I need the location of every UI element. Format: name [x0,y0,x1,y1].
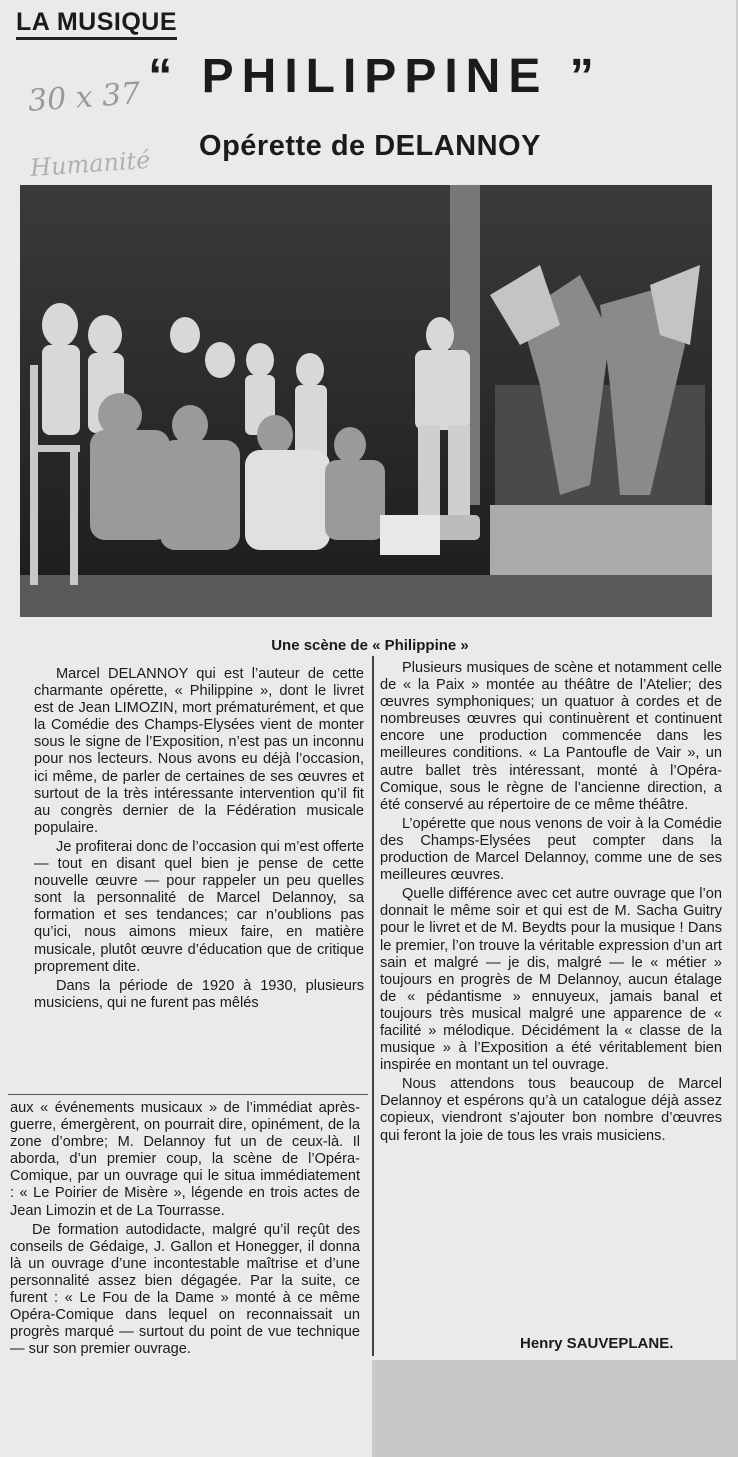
background-margin [372,1360,738,1457]
article-title: “ PHILIPPINE ” [148,50,602,103]
paragraph: De formation autodidacte, malgré qu’il reçût des conseils de Gédaige, J. Gallon et Honegger, il donna là un ouvrage d’une incontestable maîtrise et d’une personnalité assez bien dégagée. Par la suite, ce furent : « Le Fou de la Dame » monté à ce même Opéra-Comique dans lequel on reconnaissait un progrès marqué — surtout du point de vue technique — sur son premier ouvrage. [10,1221,360,1358]
stage-scene-photo [20,185,712,617]
paragraph: Nous attendons tous beaucoup de Marcel Delannoy et espérons qu’à un catalogue déjà assez copieux, viendront s’ajouter bon nombre d’œuvres qui feront la joie de tous les vrais musiciens. [380,1076,722,1144]
handwritten-source: Humanité [29,145,152,183]
article-column-right [380,660,722,1145]
article-subtitle: Opérette de DELANNOY [199,130,541,162]
paragraph: aux « événements musicaux » de l’immédiat après-guerre, émergèrent, on pourrait dire, opinément, de la zone d’ombre; M. Delannoy fut un de ceux-là. Il aborda, d’un premier coup, la scène de l’Opéra-Comique, par un ouvrage qui le situa immédiatement : « Le Poirier de Misère », légende en trois actes de Jean Limozin et de La Tourrasse. [10,1100,360,1219]
article-column-left-top [34,666,364,1012]
author-signature: Henry SAUVEPLANE. [520,1335,674,1352]
paragraph: Plusieurs musiques de scène et notamment celle de « la Paix » montée au théâtre de l’Atelier; des œuvres symphoniques; un quatuor à cordes et de nombreuses œuvres qui continuèrent et continuent encore une production commencée dans les meilleures conditions. « La Pantoufle de Vair », un autre ballet très intéressant, monté à l’Opéra-Comique, sous le règne de l’ancienne direction, a été conservé au répertoire de ce même théâtre. [380,660,722,813]
photo-caption: Une scène de « Philippine » [271,637,469,654]
column-divider-vertical [372,656,374,1356]
paragraph: Quelle différence avec cet autre ouvrage que l’on donnait le même soir et qui est de M. Sacha Guitry pour le livret et de M. Beydts pour la musique ! Dans le premier, l’on trouve la véritable expression d’un art sain et malgré — je dis, malgré — le « métier » toujours en progrès de M Delannoy, aucun étalage de « pédantisme » ennuyeux, jamais banal et toujours très musical malgré une apparence de « facilité » mélodique. Décidément la « classe de la musique » à l’Exposition a été véritablement bien inspirée en montant un tel ouvrage. [380,886,722,1074]
column-divider-horizontal [8,1094,368,1095]
paragraph: Je profiterai donc de l’occasion qui m’est offerte — tout en disant quel bien je pense de cette nouvelle œuvre — pour rappeler un peu quelles sont la personnalité de Marcel Delannoy, sa formation et ses tendances; car n’oublions pas qu’ici, nous aimons mieux faire, en matière musicale, plutôt œuvre d’éducation que de critique proprement dite. [34,838,364,975]
article-column-left-bottom [10,1100,360,1358]
section-heading: LA MUSIQUE [16,8,177,40]
handwritten-date: 30 x 37 [26,76,142,119]
paragraph: L’opérette que nous venons de voir à la Comédie des Champs-Elysées peut compter dans la production de Marcel Delannoy, comme une de ses meilleures œuvres. [380,815,722,884]
paragraph: Marcel DELANNOY qui est l’auteur de cette charmante opérette, « Philippine », dont le livret est de Jean LIMOZIN, mort prématurément, et que la Comédie des Champs-Elysées vient de monter sous le signe de l’Exposition, n’est pas un inconnu pour nos lecteurs. Nous avons eu déjà l’occasion, ici même, de parler de certaines de ses œuvres et surtout de la très intéressante intervention qu’il fit au congrès dernier de la Fédération musicale populaire. [34,666,364,836]
paragraph: Dans la période de 1920 à 1930, plusieurs musiciens, qui ne furent pas mêlés [34,977,364,1011]
